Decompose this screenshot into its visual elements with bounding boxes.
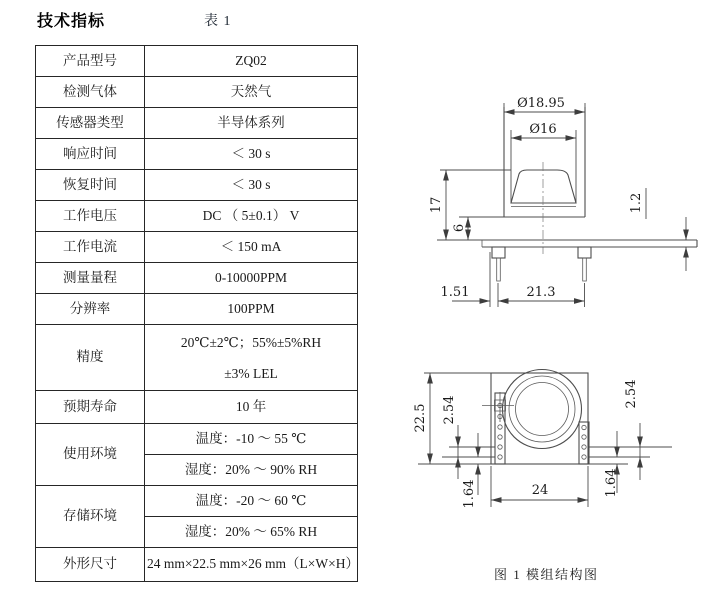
module-structure-drawing xyxy=(408,60,716,600)
spec-label: 工作电压 xyxy=(36,201,145,232)
spec-label: 存储环境 xyxy=(36,486,145,548)
spec-label: 精度 xyxy=(36,325,145,391)
dim-height-total: 17 xyxy=(429,196,444,214)
table-row xyxy=(36,108,358,139)
spec-value: ZQ02 xyxy=(145,46,358,77)
top-view-drawing xyxy=(413,370,672,509)
table-row xyxy=(36,486,358,517)
spec-value: 10 年 xyxy=(145,391,358,424)
page-title: 技术指标 xyxy=(37,13,106,30)
spec-value: ＜ 30 s xyxy=(145,139,358,170)
spec-value-temperature: 温度：-20 ～ 60 ℃ xyxy=(145,486,358,517)
table-row xyxy=(36,548,358,582)
spec-value: ＜ 30 s xyxy=(145,170,358,201)
spec-value: DC （ 5±0.1） V xyxy=(145,201,358,232)
spec-table xyxy=(35,45,358,582)
spec-label: 产品型号 xyxy=(36,46,145,77)
table-row xyxy=(36,325,358,391)
spec-label: 测量量程 xyxy=(36,263,145,294)
spec-value xyxy=(145,325,358,391)
dim-pin-pitch-right: 2.54 xyxy=(624,379,639,409)
table-row xyxy=(36,77,358,108)
dim-cap-inner-diameter: Ø16 xyxy=(529,122,557,137)
dim-pcb-thickness: 1.2 xyxy=(629,192,644,214)
table-row xyxy=(36,201,358,232)
dim-height-base: 6 xyxy=(452,223,467,233)
accuracy-line-2: ±3% LEL xyxy=(224,365,278,381)
spec-label: 使用环境 xyxy=(36,424,145,486)
spec-label: 工作电流 xyxy=(36,232,145,263)
table-row xyxy=(36,263,358,294)
spec-value: 100PPM xyxy=(145,294,358,325)
spec-value-humidity: 湿度：20% ～ 65% RH xyxy=(145,517,358,548)
spec-label: 分辨率 xyxy=(36,294,145,325)
table-row xyxy=(36,232,358,263)
spec-label: 传感器类型 xyxy=(36,108,145,139)
table-row xyxy=(36,294,358,325)
spec-label: 恢复时间 xyxy=(36,170,145,201)
dim-cap-outer-diameter: Ø18.95 xyxy=(517,96,565,111)
table-row xyxy=(36,391,358,424)
dim-pin-spacing: 21.3 xyxy=(526,285,556,300)
dim-pin-pitch-left: 2.54 xyxy=(442,395,457,425)
table-row xyxy=(36,424,358,455)
table-row xyxy=(36,170,358,201)
dim-hole-edge-left: 1.64 xyxy=(462,479,477,509)
table-number-label: 表 1 xyxy=(204,14,232,29)
table-row xyxy=(36,139,358,170)
spec-value: 24 mm×22.5 mm×26 mm（L×W×H） xyxy=(145,548,358,582)
spec-label: 响应时间 xyxy=(36,139,145,170)
dim-hole-edge-right: 1.64 xyxy=(604,468,619,498)
figure-caption: 图 1 模组结构图 xyxy=(494,567,599,582)
accuracy-line-1: 20℃±2℃；55%±5%RH xyxy=(180,334,322,350)
table-row xyxy=(36,46,358,77)
spec-value: ＜ 150 mA xyxy=(145,232,358,263)
spec-label: 外形尺寸 xyxy=(36,548,145,582)
dim-pin-edge-offset: 1.51 xyxy=(440,285,470,300)
spec-label: 预期寿命 xyxy=(36,391,145,424)
spec-value: 0-10000PPM xyxy=(145,263,358,294)
spec-value: 天然气 xyxy=(145,77,358,108)
spec-value: 半导体系列 xyxy=(145,108,358,139)
spec-value-temperature: 温度：-10 ～ 55 ℃ xyxy=(145,424,358,455)
dim-board-width: 24 xyxy=(531,483,549,498)
side-view-drawing xyxy=(429,96,697,307)
spec-label: 检测气体 xyxy=(36,77,145,108)
dim-board-height: 22.5 xyxy=(413,403,428,433)
spec-value-humidity: 湿度：20% ～ 90% RH xyxy=(145,455,358,486)
